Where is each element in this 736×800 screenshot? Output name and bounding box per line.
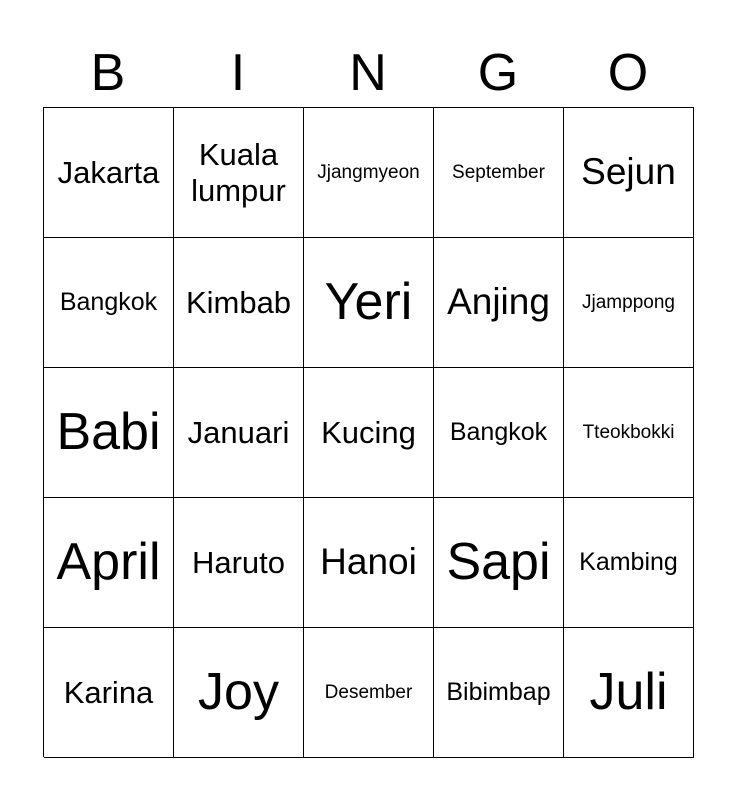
cell-label: Desember xyxy=(324,681,413,703)
cell-label: Tteokbokki xyxy=(582,421,675,443)
cell-label: Jjamppong xyxy=(582,291,675,313)
cell-label: Januari xyxy=(187,414,290,450)
bingo-cell-r4-c3[interactable] xyxy=(304,498,434,628)
bingo-board xyxy=(43,107,694,757)
bingo-cell-r2-c3[interactable] xyxy=(304,238,434,368)
cell-label: Bangkok xyxy=(59,288,158,317)
bingo-cell-r5-c4[interactable] xyxy=(434,628,564,758)
cell-label: Kucing xyxy=(321,414,416,450)
bingo-cell-r1-c1[interactable] xyxy=(44,108,174,238)
cell-label: Bangkok xyxy=(449,418,548,447)
cell-label: Babi xyxy=(56,402,161,461)
cell-label: Joy xyxy=(198,662,279,721)
bingo-header xyxy=(43,40,693,106)
bingo-cell-r1-c4[interactable] xyxy=(434,108,564,238)
header-letter-n: N xyxy=(349,44,387,102)
cell-label: Kuala lumpur xyxy=(191,136,286,208)
bingo-cell-r2-c4[interactable] xyxy=(434,238,564,368)
bingo-cell-r1-c5[interactable] xyxy=(564,108,694,238)
cell-label: Sejun xyxy=(581,151,676,193)
cell-label: Juli xyxy=(589,662,668,721)
header-letter-g: G xyxy=(477,44,519,102)
bingo-cell-r3-c4[interactable] xyxy=(434,368,564,498)
bingo-cell-r5-c3[interactable] xyxy=(304,628,434,758)
header-letter-b: B xyxy=(90,44,126,102)
bingo-cell-r4-c1[interactable] xyxy=(44,498,174,628)
bingo-cell-r5-c1[interactable] xyxy=(44,628,174,758)
cell-label: Bibimbap xyxy=(446,678,551,707)
bingo-cell-r2-c2[interactable] xyxy=(174,238,304,368)
bingo-cell-r3-c3[interactable] xyxy=(304,368,434,498)
cell-label: Kimbab xyxy=(185,284,292,320)
cell-label: September xyxy=(452,161,545,183)
cell-label: Haruto xyxy=(191,544,286,580)
cell-label: April xyxy=(56,532,161,591)
bingo-cell-r4-c5[interactable] xyxy=(564,498,694,628)
header-letter-i: I xyxy=(230,44,246,102)
cell-label: Kambing xyxy=(579,548,678,577)
cell-label: Karina xyxy=(63,674,154,710)
cell-label: Jjangmyeon xyxy=(317,161,420,183)
cell-label: Yeri xyxy=(324,272,413,331)
bingo-cell-r3-c1[interactable] xyxy=(44,368,174,498)
bingo-cell-r2-c5[interactable] xyxy=(564,238,694,368)
cell-label: Anjing xyxy=(447,281,550,323)
bingo-cell-r1-c3[interactable] xyxy=(304,108,434,238)
cell-label: Hanoi xyxy=(320,541,417,583)
bingo-cell-r5-c5[interactable] xyxy=(564,628,694,758)
bingo-cell-r2-c1[interactable] xyxy=(44,238,174,368)
bingo-cell-r4-c2[interactable] xyxy=(174,498,304,628)
bingo-cell-r3-c5[interactable] xyxy=(564,368,694,498)
cell-label: Sapi xyxy=(446,532,551,591)
bingo-cell-r4-c4[interactable] xyxy=(434,498,564,628)
header-letter-o: O xyxy=(607,44,649,102)
bingo-cell-r5-c2[interactable] xyxy=(174,628,304,758)
bingo-cell-r1-c2[interactable] xyxy=(174,108,304,238)
bingo-cell-r3-c2[interactable] xyxy=(174,368,304,498)
cell-label: Jakarta xyxy=(57,154,160,190)
